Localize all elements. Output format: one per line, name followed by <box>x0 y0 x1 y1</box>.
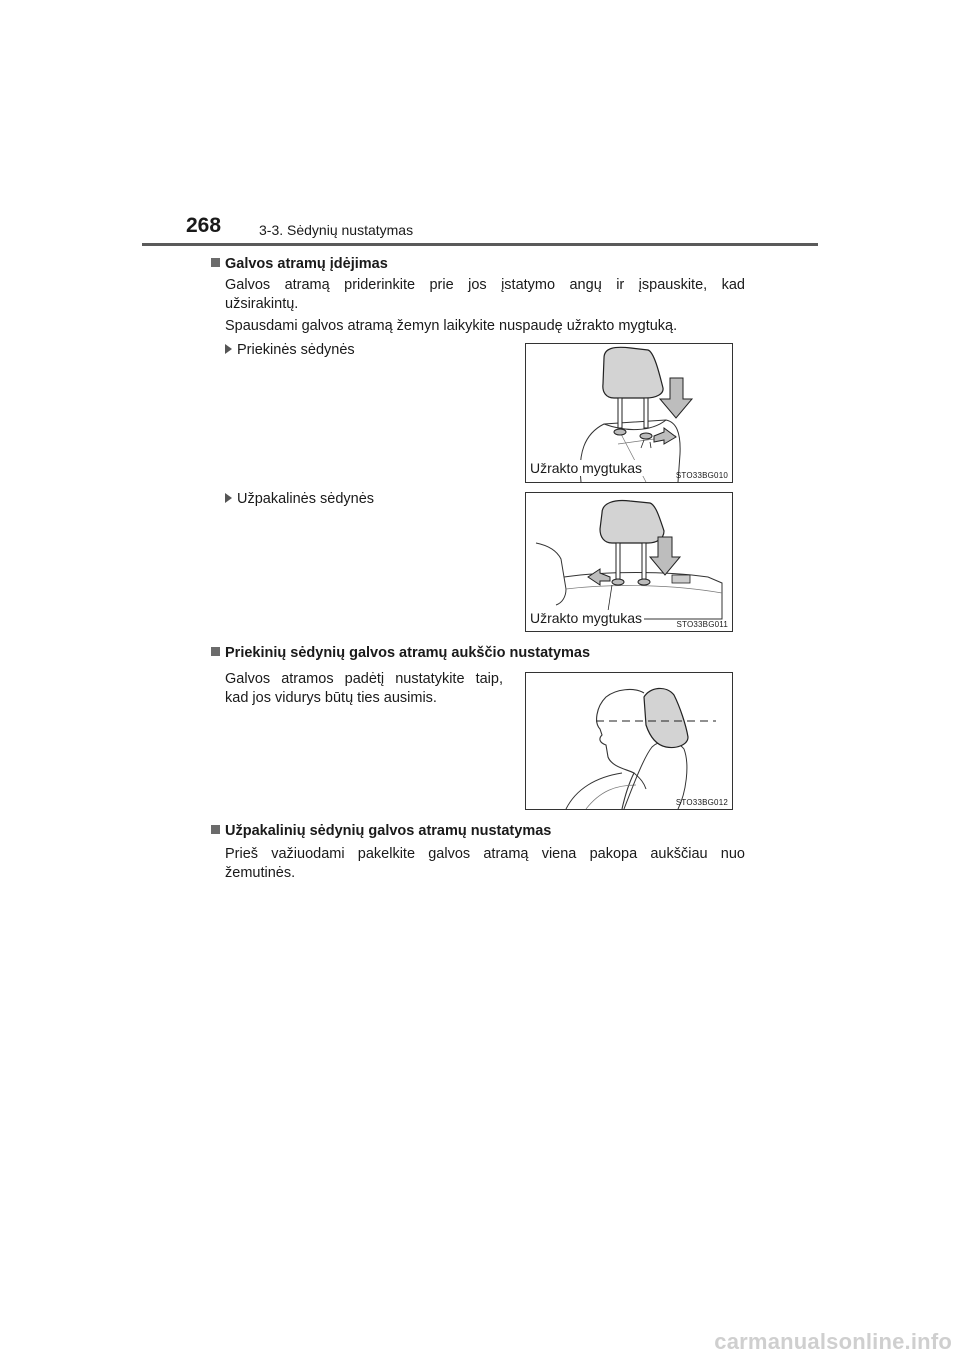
front-lock-button-callout: Užrakto mygtukas <box>530 460 643 476</box>
triangle-bullet-icon <box>225 344 232 354</box>
bullet-front-seats-text: Priekinės sėdynės <box>237 342 355 358</box>
height-para-line2: kad jos vidurys būtų ties ausimis. <box>225 690 437 706</box>
rear-adjust-para-line1: Prieš važiuodami pakelkite galvos atramą viena pakopa aukščiau nuo <box>225 846 745 862</box>
header-rule <box>142 243 818 246</box>
watermark: carmanualsonline.info <box>714 1329 952 1354</box>
figure-rear-headrest <box>525 492 733 632</box>
square-bullet-icon <box>211 258 220 267</box>
headrest-height-illustration <box>526 673 732 809</box>
heading-install-text: Galvos atramų įdėjimas <box>225 256 388 272</box>
heading-install <box>211 256 388 272</box>
triangle-bullet-icon <box>225 493 232 503</box>
front-figure-code: STO33BG010 <box>675 471 728 480</box>
square-bullet-icon <box>211 825 220 834</box>
bullet-front-seats <box>225 342 355 358</box>
figure-headrest-height <box>525 672 733 810</box>
heading-rear-adjust-text: Užpakalinių sėdynių galvos atramų nustatymas <box>225 823 552 839</box>
rear-adjust-para-line2: žemutinės. <box>225 865 296 881</box>
figure-front-headrest <box>525 343 733 483</box>
heading-front-height <box>211 645 590 661</box>
install-para2: Spausdami galvos atramą žemyn laikykite nuspaudę užrakto mygtuką. <box>225 318 678 334</box>
bullet-rear-seats-text: Užpakalinės sėdynės <box>237 491 375 507</box>
heading-rear-adjust <box>211 823 551 839</box>
install-para1-line2: užsirakintų. <box>225 296 299 312</box>
bullet-rear-seats <box>225 491 374 507</box>
install-para1-line1: Galvos atramą priderinkite prie jos įstatymo angų ir įspauskite, kad <box>225 277 745 293</box>
section-title: 3-3. Sėdynių nustatymas <box>259 222 414 238</box>
height-para-line1: Galvos atramos padėtį nustatykite taip, <box>225 671 503 687</box>
rear-lock-button-callout: Užrakto mygtukas <box>530 610 643 626</box>
rear-figure-code: STO33BG011 <box>676 620 728 629</box>
square-bullet-icon <box>211 647 220 656</box>
height-figure-code: STO33BG012 <box>675 798 728 807</box>
heading-front-height-text: Priekinių sėdynių galvos atramų aukščio nustatymas <box>225 645 591 661</box>
page-number: 268 <box>186 214 222 237</box>
